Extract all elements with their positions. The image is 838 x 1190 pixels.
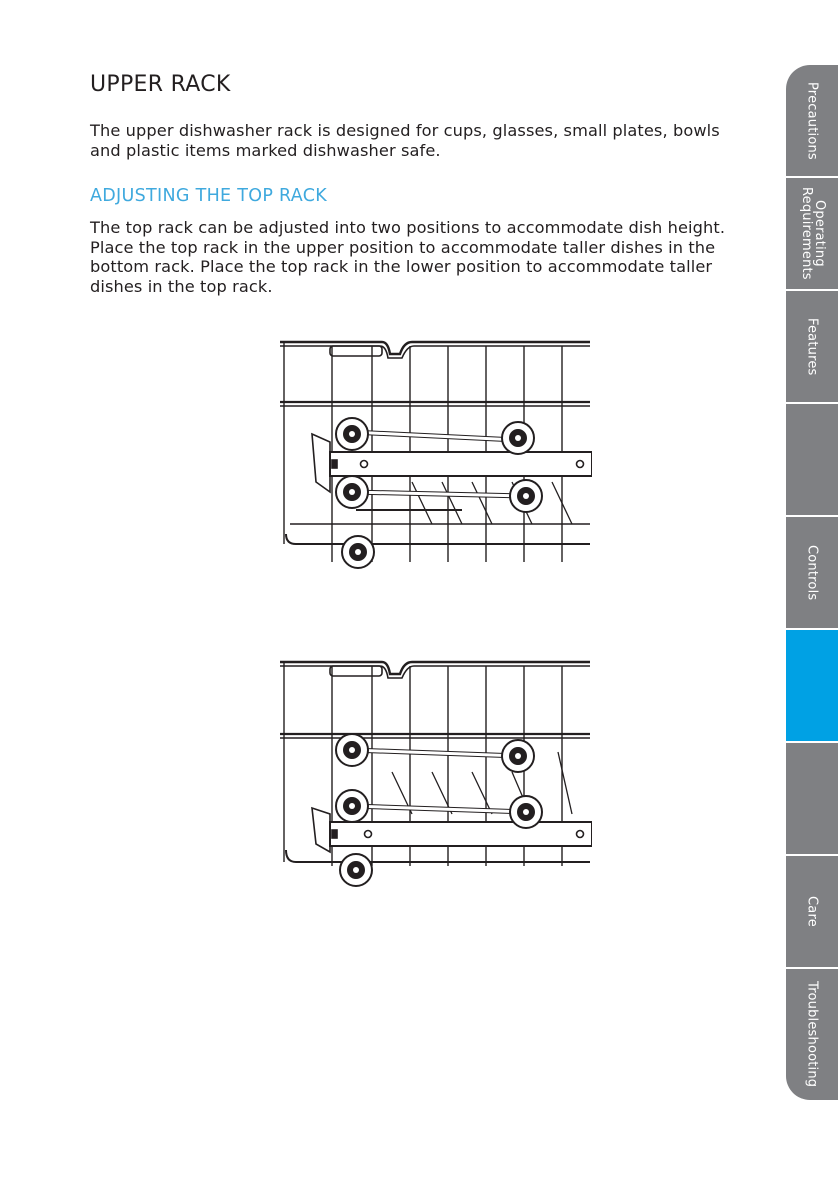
tab-operating-requirements[interactable] [786, 178, 838, 291]
intro-paragraph: The upper dishwasher rack is designed for cups, glasses, small plates, bowls and plastic items marked dishwasher safe. [90, 121, 720, 160]
tab-blank-2[interactable] [786, 743, 838, 856]
tab-features[interactable] [786, 291, 838, 404]
section-subheading: ADJUSTING THE TOP RACK [90, 186, 328, 206]
tab-blank-1[interactable] [786, 404, 838, 517]
tab-controls[interactable] [786, 517, 838, 630]
adjusting-paragraph: The top rack can be adjusted into two positions to accommodate dish height. Place the top rack in the upper position to accommodate taller dishes in the bottom rack. Place the top rack in the lower position to accommodate taller dishes in the top rack. [90, 218, 726, 296]
tab-label: Operating Requirements [799, 187, 827, 280]
lower-position-rack-figure [272, 652, 592, 890]
tab-label: Precautions [804, 81, 820, 160]
page-title: UPPER RACK [90, 72, 231, 97]
tab-care[interactable] [786, 856, 838, 969]
tab-active-section[interactable] [786, 630, 838, 743]
tab-label: Controls [804, 544, 820, 601]
tab-precautions[interactable] [786, 65, 838, 178]
tab-label: Troubleshooting [804, 981, 820, 1088]
tab-troubleshooting[interactable] [786, 969, 838, 1100]
upper-position-rack-figure [272, 332, 592, 584]
tab-label: Features [804, 317, 820, 376]
tab-label: Care [804, 896, 820, 927]
section-tabs [786, 65, 838, 1100]
